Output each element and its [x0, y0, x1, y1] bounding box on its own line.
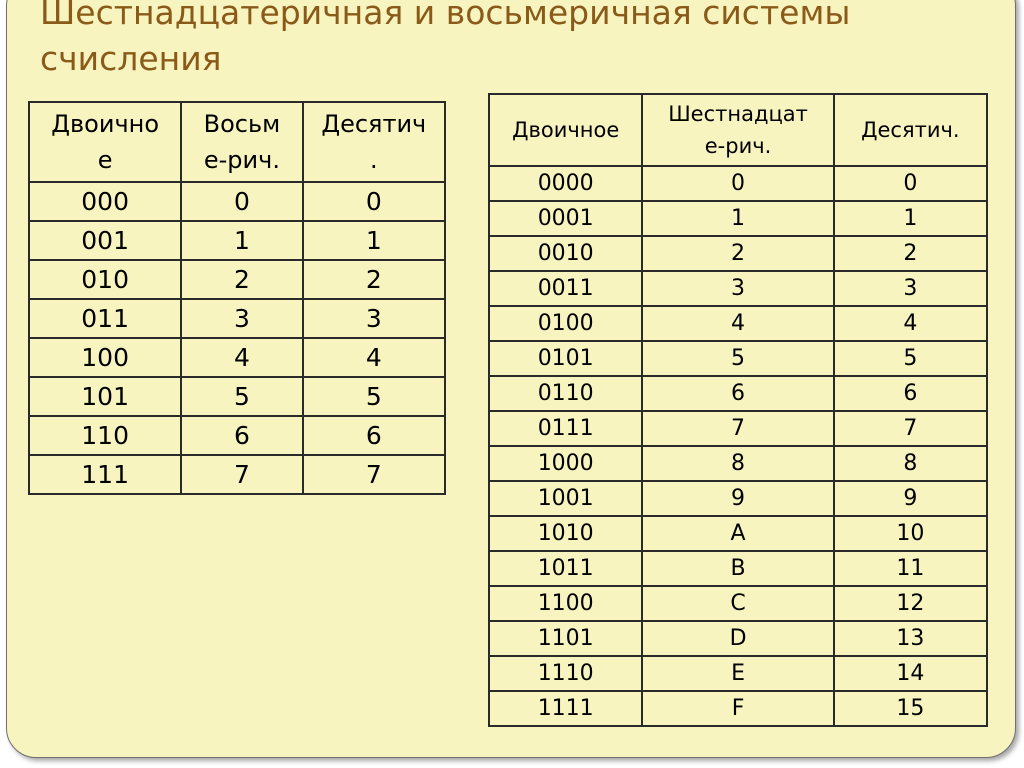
- octal-conversion-table: [28, 101, 446, 495]
- cell-binary: 0100: [489, 306, 642, 341]
- cell-binary: 0001: [489, 201, 642, 236]
- table-row: [489, 201, 987, 236]
- cell-binary: 110: [29, 416, 181, 455]
- cell-hex: 0: [642, 166, 833, 201]
- slide-title-line-1: Шестнадцатеричная и восьмеричная системы: [40, 0, 851, 32]
- cell-octal: 6: [181, 416, 302, 455]
- cell-binary: 0000: [489, 166, 642, 201]
- cell-octal: 3: [181, 299, 302, 338]
- slide-title: [40, 0, 850, 82]
- cell-hex: 4: [642, 306, 833, 341]
- cell-hex: A: [642, 516, 833, 551]
- table-row: [489, 166, 987, 201]
- table-row: [29, 260, 445, 299]
- header-binary-line-2: е: [97, 146, 113, 174]
- table-row: [489, 306, 987, 341]
- cell-binary: 0111: [489, 411, 642, 446]
- header-decimal: [834, 94, 987, 166]
- cell-hex: 3: [642, 271, 833, 306]
- table-row: [29, 416, 445, 455]
- table-row: [489, 341, 987, 376]
- cell-decimal: 2: [303, 260, 445, 299]
- cell-decimal: 14: [834, 656, 987, 691]
- table-header-row: [29, 102, 445, 182]
- table-row: [489, 376, 987, 411]
- table-row: [489, 516, 987, 551]
- cell-binary: 111: [29, 455, 181, 494]
- table-row: [489, 656, 987, 691]
- cell-binary: 001: [29, 221, 181, 260]
- table-row: [29, 221, 445, 260]
- cell-binary: 011: [29, 299, 181, 338]
- header-decimal: [303, 102, 445, 182]
- cell-hex: 9: [642, 481, 833, 516]
- cell-decimal: 1: [834, 201, 987, 236]
- cell-hex: B: [642, 551, 833, 586]
- cell-decimal: 0: [303, 182, 445, 221]
- table-row: [489, 446, 987, 481]
- header-decimal-line-1: Десятич.: [861, 118, 960, 142]
- cell-octal: 2: [181, 260, 302, 299]
- cell-decimal: 1: [303, 221, 445, 260]
- cell-hex: 5: [642, 341, 833, 376]
- cell-binary: 1111: [489, 691, 642, 726]
- cell-decimal: 5: [834, 341, 987, 376]
- cell-hex: F: [642, 691, 833, 726]
- header-binary-line-1: Двоичное: [512, 118, 620, 142]
- table-row: [489, 691, 987, 726]
- cell-binary: 101: [29, 377, 181, 416]
- cell-decimal: 15: [834, 691, 987, 726]
- cell-octal: 4: [181, 338, 302, 377]
- cell-decimal: 4: [834, 306, 987, 341]
- header-binary: [29, 102, 181, 182]
- cell-binary: 0011: [489, 271, 642, 306]
- header-binary: [489, 94, 642, 166]
- cell-hex: 7: [642, 411, 833, 446]
- cell-octal: 7: [181, 455, 302, 494]
- cell-hex: E: [642, 656, 833, 691]
- cell-decimal: 7: [303, 455, 445, 494]
- cell-decimal: 6: [303, 416, 445, 455]
- cell-decimal: 2: [834, 236, 987, 271]
- header-decimal-line-2: .: [369, 146, 378, 174]
- table-row: [29, 455, 445, 494]
- cell-octal: 5: [181, 377, 302, 416]
- cell-binary: 000: [29, 182, 181, 221]
- cell-binary: 1011: [489, 551, 642, 586]
- cell-binary: 100: [29, 338, 181, 377]
- cell-binary: 0110: [489, 376, 642, 411]
- cell-hex: D: [642, 621, 833, 656]
- cell-hex: 2: [642, 236, 833, 271]
- cell-decimal: 10: [834, 516, 987, 551]
- cell-decimal: 9: [834, 481, 987, 516]
- table-row: [29, 182, 445, 221]
- header-hex-line-2: е-рич.: [704, 134, 772, 158]
- header-octal-line-2: е-рич.: [203, 146, 280, 174]
- table-row: [489, 271, 987, 306]
- cell-hex: 6: [642, 376, 833, 411]
- header-decimal-line-1: Десятич: [321, 110, 427, 138]
- cell-decimal: 0: [834, 166, 987, 201]
- cell-decimal: 7: [834, 411, 987, 446]
- cell-binary: 010: [29, 260, 181, 299]
- header-octal-line-1: Восьм: [203, 110, 281, 138]
- cell-octal: 1: [181, 221, 302, 260]
- cell-hex: C: [642, 586, 833, 621]
- cell-decimal: 13: [834, 621, 987, 656]
- cell-binary: 1110: [489, 656, 642, 691]
- slide-title-line-2: счисления: [40, 39, 222, 78]
- cell-hex: 1: [642, 201, 833, 236]
- cell-decimal: 12: [834, 586, 987, 621]
- table-row: [489, 481, 987, 516]
- cell-decimal: 5: [303, 377, 445, 416]
- header-octal: [181, 102, 302, 182]
- cell-binary: 1000: [489, 446, 642, 481]
- cell-binary: 0101: [489, 341, 642, 376]
- cell-binary: 1001: [489, 481, 642, 516]
- cell-binary: 1101: [489, 621, 642, 656]
- table-row: [489, 411, 987, 446]
- cell-decimal: 3: [834, 271, 987, 306]
- cell-hex: 8: [642, 446, 833, 481]
- table-row: [29, 338, 445, 377]
- octal-table-body: [29, 182, 445, 494]
- cell-binary: 0010: [489, 236, 642, 271]
- cell-binary: 1010: [489, 516, 642, 551]
- table-row: [489, 236, 987, 271]
- table-row: [489, 586, 987, 621]
- table-row: [29, 377, 445, 416]
- cell-decimal: 4: [303, 338, 445, 377]
- cell-decimal: 8: [834, 446, 987, 481]
- cell-decimal: 3: [303, 299, 445, 338]
- table-row: [29, 299, 445, 338]
- cell-binary: 1100: [489, 586, 642, 621]
- hex-table-body: [489, 166, 987, 726]
- table-row: [489, 621, 987, 656]
- cell-decimal: 11: [834, 551, 987, 586]
- hex-conversion-table: [488, 93, 988, 727]
- table-header-row: [489, 94, 987, 166]
- header-hex-line-1: Шестнадцат: [668, 102, 808, 126]
- cell-decimal: 6: [834, 376, 987, 411]
- cell-octal: 0: [181, 182, 302, 221]
- header-hex: [642, 94, 833, 166]
- header-binary-line-1: Двоично: [51, 110, 159, 138]
- table-row: [489, 551, 987, 586]
